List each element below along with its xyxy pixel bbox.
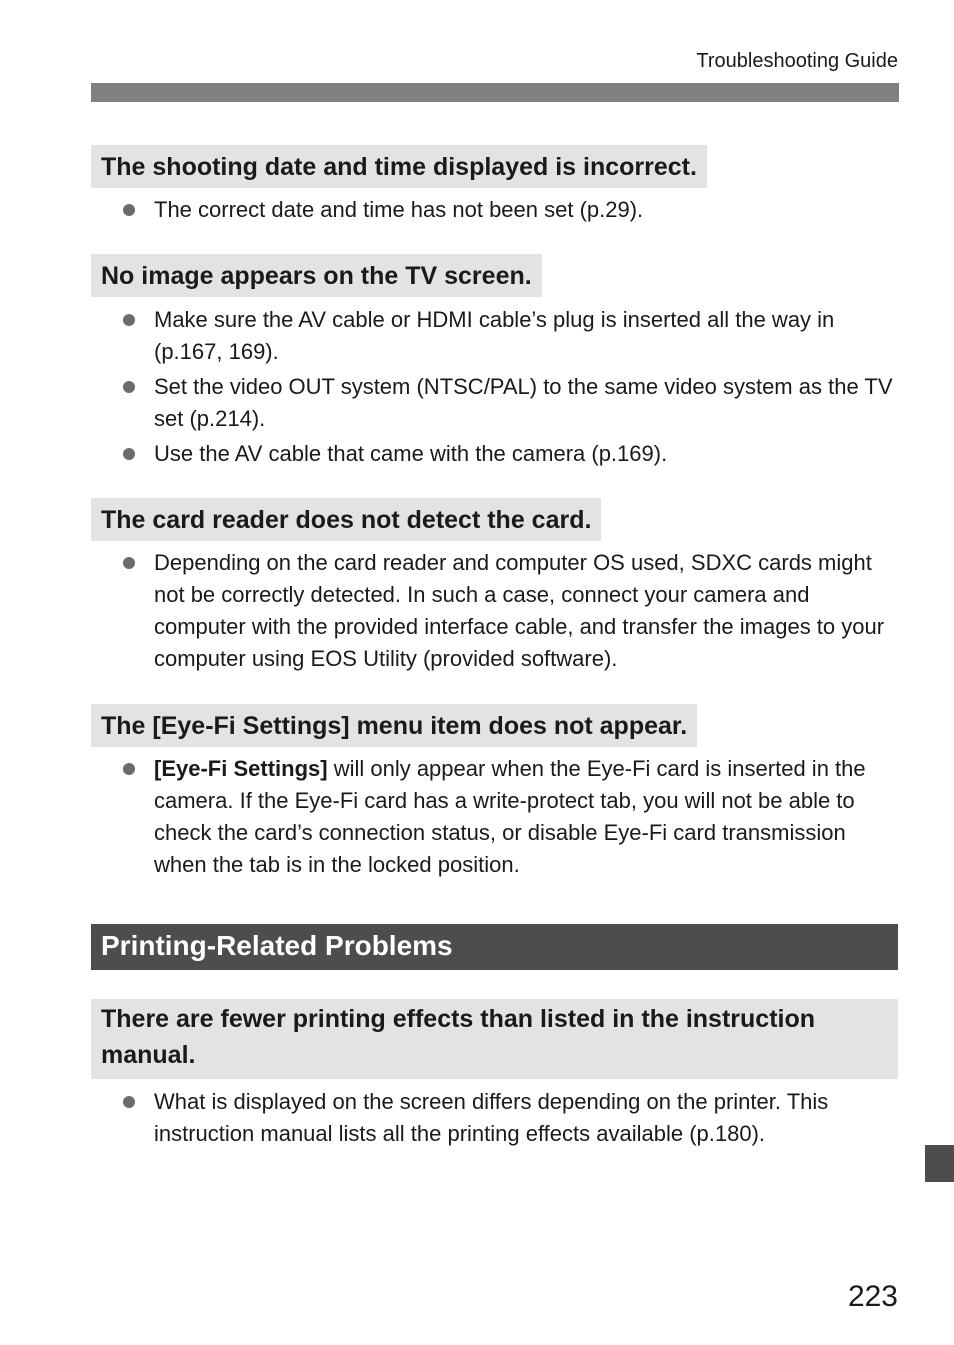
bullet-list bbox=[121, 1086, 901, 1153]
heading-date-time: The shooting date and time displayed is incorrect. bbox=[91, 145, 707, 188]
heading-card-reader: The card reader does not detect the card. bbox=[91, 498, 601, 541]
bullet-text: Set the video OUT system (NTSC/PAL) to the same video system as the TV set (p.214). bbox=[154, 374, 893, 431]
bullet-text: Depending on the card reader and computer OS used, SDXC cards might not be correctly detected. In such a case, connect your camera and computer with the provided interface cable, and transfer the images to your computer using EOS Utility (provided software). bbox=[154, 550, 885, 671]
bullet-list bbox=[121, 547, 901, 678]
bullet-text: Use the AV cable that came with the camera (p.169). bbox=[154, 441, 668, 466]
bullet-text: Make sure the AV cable or HDMI cable’s plug is inserted all the way in (p.167, 169). bbox=[154, 307, 835, 364]
bullet-list bbox=[121, 194, 901, 229]
list-item bbox=[121, 1086, 901, 1150]
heading-eye-fi: The [Eye-Fi Settings] menu item does not appear. bbox=[91, 704, 697, 747]
bullet-dot bbox=[123, 381, 135, 393]
bullet-dot bbox=[123, 557, 135, 569]
list-item bbox=[121, 194, 901, 226]
bullet-list bbox=[121, 304, 901, 473]
bullet-list bbox=[121, 753, 901, 884]
bullet-text: The correct date and time has not been set (p.29). bbox=[154, 197, 644, 222]
bullet-text: will only appear when the Eye-Fi card is inserted in the camera. If the Eye-Fi card has a write-protect tab, you will not be able to check the card’s connection status, or disable Eye-Fi card transmission when the tab is in the locked position. bbox=[154, 756, 866, 877]
bullet-dot bbox=[123, 448, 135, 460]
page-number: 223 bbox=[847, 1280, 898, 1313]
heading-no-tv-image: No image appears on the TV screen. bbox=[91, 254, 542, 297]
list-item bbox=[121, 547, 901, 675]
list-item bbox=[121, 371, 901, 435]
bullet-dot bbox=[123, 204, 135, 216]
bullet-text: What is displayed on the screen differs depending on the printer. This instruction manual lists all the printing effects available (p.180). bbox=[154, 1089, 829, 1146]
bullet-dot bbox=[123, 314, 135, 326]
bullet-bold-text: [Eye-Fi Settings] bbox=[154, 756, 328, 781]
bullet-dot bbox=[123, 1096, 135, 1108]
list-item bbox=[121, 753, 901, 881]
list-item bbox=[121, 438, 901, 470]
bullet-dot bbox=[123, 763, 135, 775]
section-title-printing: Printing-Related Problems bbox=[91, 924, 898, 970]
heading-printing-effects: There are fewer printing effects than listed in the instruction manual. bbox=[91, 999, 898, 1079]
thumb-tab bbox=[925, 1145, 954, 1182]
header-rule bbox=[91, 83, 899, 102]
running-header: Troubleshooting Guide bbox=[696, 50, 898, 72]
list-item bbox=[121, 304, 901, 368]
